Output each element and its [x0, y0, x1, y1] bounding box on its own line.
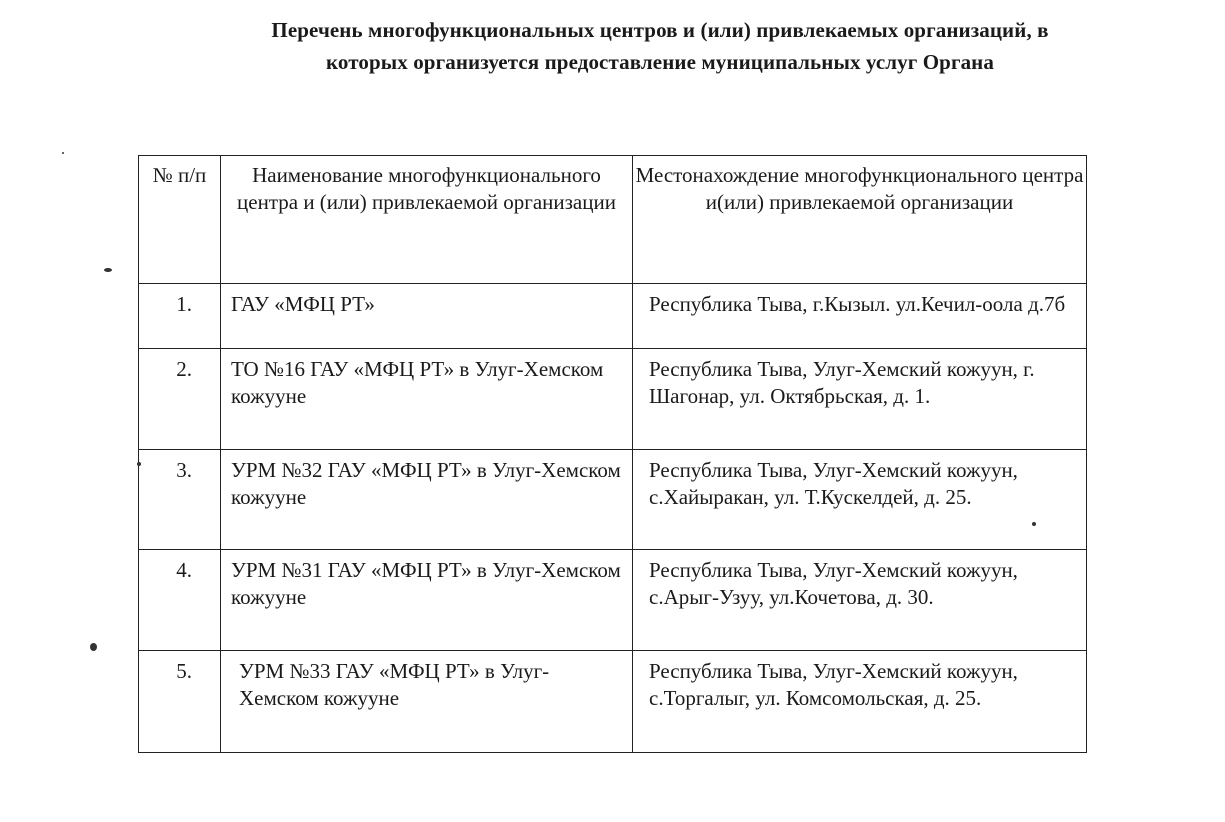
scan-speck	[137, 462, 141, 466]
row-address: Республика Тыва, г.Кызыл. ул.Кечил-оола д.7б	[633, 284, 1087, 349]
row-name: ТО №16 ГАУ «МФЦ РТ» в Улуг-Хемском кожууне	[221, 349, 633, 450]
header-number: № п/п	[139, 156, 221, 284]
table-header-row	[139, 156, 1087, 284]
scan-speck	[104, 268, 112, 272]
title-line-1: Перечень многофункциональных центров и (или) привлекаемых организаций, в	[271, 18, 1049, 42]
row-address: Республика Тыва, Улуг-Хемский кожуун, с.Хайыракан, ул. Т.Кускелдей, д. 25.	[633, 450, 1087, 550]
row-address: Республика Тыва, Улуг-Хемский кожуун, с.Арыг-Узуу, ул.Кочетова, д. 30.	[633, 550, 1087, 651]
row-name: ГАУ «МФЦ РТ»	[221, 284, 633, 349]
table-row	[139, 450, 1087, 550]
table-row	[139, 550, 1087, 651]
header-address: Местонахождение многофункционального центра и(или) привлекаемой организации	[633, 156, 1087, 284]
scan-speck	[1032, 522, 1036, 526]
row-address: Республика Тыва, Улуг-Хемский кожуун, с.Торгалыг, ул. Комсомольская, д. 25.	[633, 651, 1087, 753]
row-number: 1.	[139, 284, 221, 349]
title-line-2: которых организуется предоставление муниципальных услуг Органа	[326, 50, 994, 74]
row-number: 2.	[139, 349, 221, 450]
row-number: 3.	[139, 450, 221, 550]
page-title	[150, 14, 1170, 78]
table-row	[139, 284, 1087, 349]
mfc-table	[138, 155, 1087, 753]
row-number: 4.	[139, 550, 221, 651]
row-address: Республика Тыва, Улуг-Хемский кожуун, г. Шагонар, ул. Октябрьская, д. 1.	[633, 349, 1087, 450]
row-name: УРМ №33 ГАУ «МФЦ РТ» в Улуг-Хемском кожууне	[221, 651, 633, 753]
row-name: УРМ №31 ГАУ «МФЦ РТ» в Улуг-Хемском кожууне	[221, 550, 633, 651]
scan-speck	[90, 643, 97, 651]
table-row	[139, 651, 1087, 753]
header-name: Наименование многофункционального центра и (или) привлекаемой организации	[221, 156, 633, 284]
row-number: 5.	[139, 651, 221, 753]
scan-speck	[62, 152, 64, 154]
row-name: УРМ №32 ГАУ «МФЦ РТ» в Улуг-Хемском кожууне	[221, 450, 633, 550]
table-row	[139, 349, 1087, 450]
